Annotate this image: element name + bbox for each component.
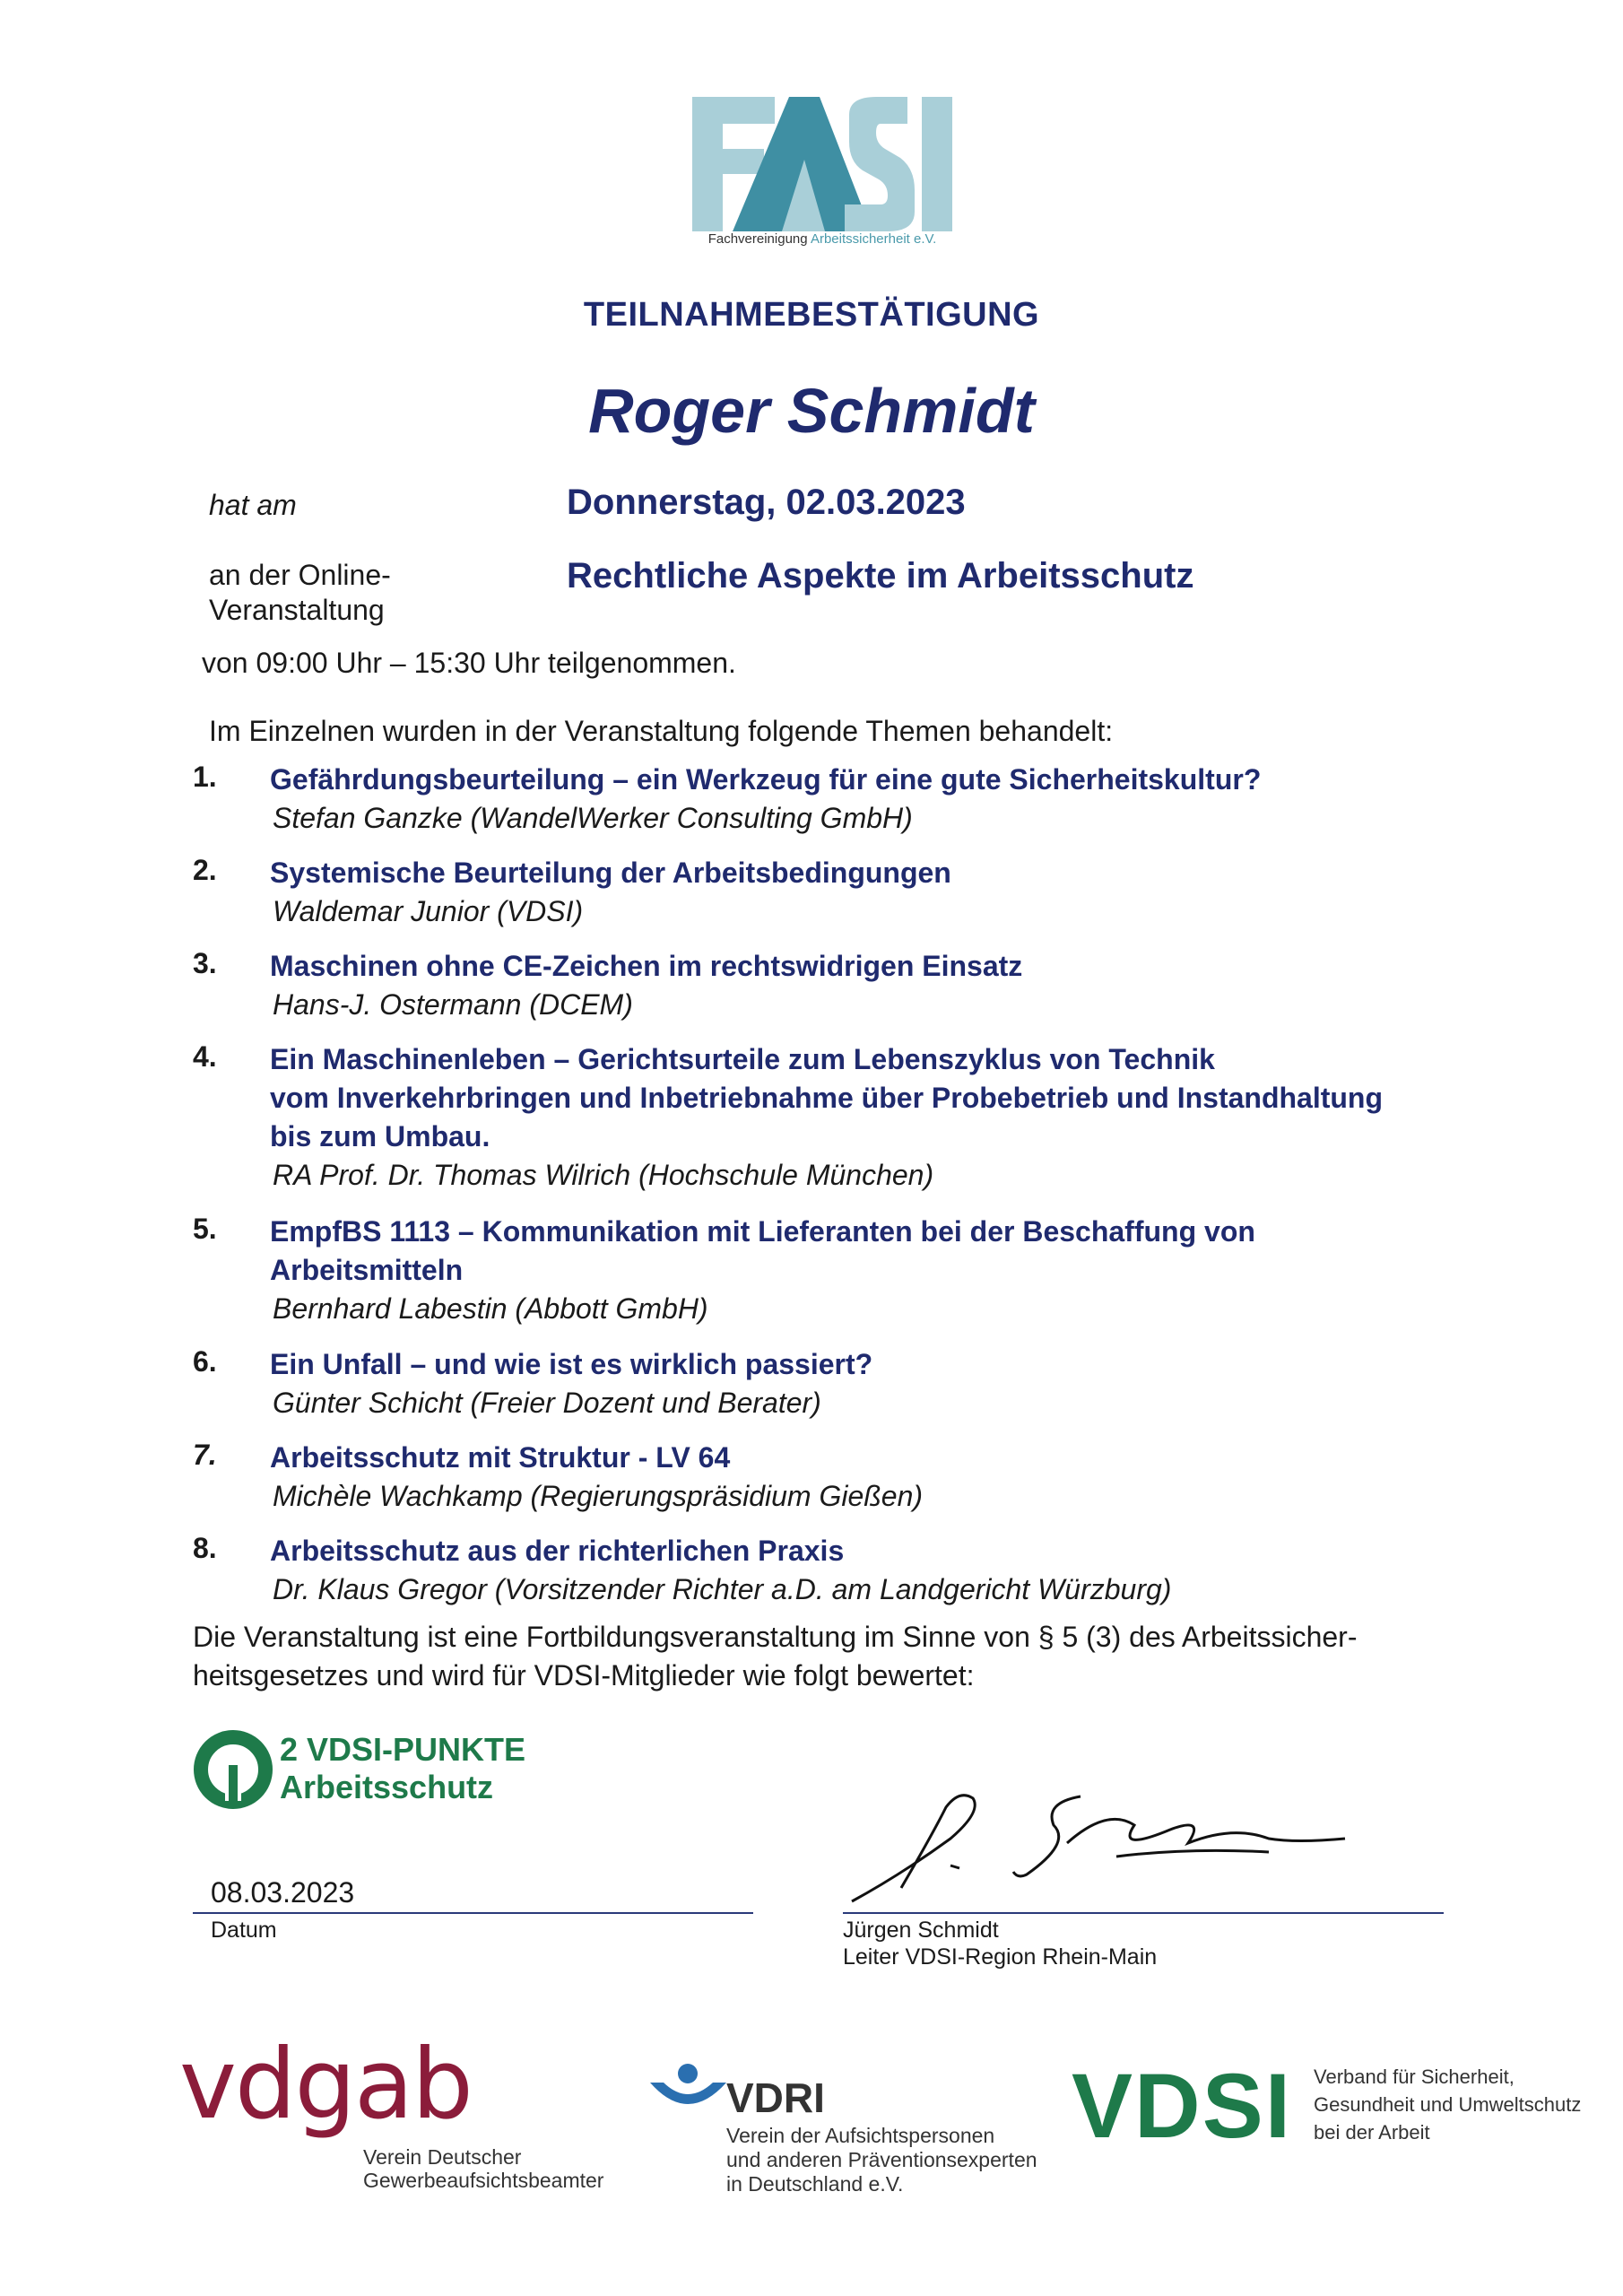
- recipient-name: Roger Schmidt: [588, 376, 1035, 446]
- points-category: Arbeitsschutz: [280, 1769, 494, 1805]
- vdgab-subtitle: Gewerbeaufsichtsbeamter: [363, 2169, 604, 2192]
- signer-name: Jürgen Schmidt: [843, 1918, 999, 1943]
- vdgab-subtitle: Verein Deutscher: [363, 2145, 522, 2169]
- topic-number: 8.: [193, 1532, 217, 1564]
- topic-speaker: Stefan Ganzke (WandelWerker Consulting GmbH): [273, 802, 913, 834]
- topic-number: 3.: [193, 947, 217, 979]
- signature-mark: [847, 1789, 1385, 1906]
- points-value: 2 VDSI-PUNKTE: [280, 1731, 526, 1768]
- topic-title: vom Inverkehrbringen und Inbetriebnahme über Probebetrieb und Instandhaltung: [270, 1082, 1384, 1114]
- topic-title: Arbeitsschutz mit Struktur - LV 64: [270, 1441, 731, 1474]
- topic-speaker: Dr. Klaus Gregor (Vorsitzender Richter a.D. am Landgericht Würzburg): [273, 1573, 1172, 1605]
- document-title: TEILNAHMEBESTÄTIGUNG: [583, 296, 1040, 334]
- topic-speaker: Waldemar Junior (VDSI): [273, 895, 584, 927]
- topic-title: bis zum Umbau.: [270, 1120, 490, 1152]
- event-label: an der Online- Veranstaltung: [209, 559, 391, 626]
- vdri-logo-icon: [650, 2063, 726, 2117]
- topic-item: [193, 1532, 1466, 1609]
- topic-item: [193, 1439, 1466, 1516]
- date-label: hat am: [209, 489, 297, 521]
- date-line: [193, 1912, 753, 1914]
- event-title: Rechtliche Aspekte im Arbeitsschutz: [567, 556, 1194, 596]
- topic-item: [193, 1040, 1466, 1195]
- topic-title: Gefährdungsbeurteilung – ein Werkzeug für eine gute Sicherheitskultur?: [270, 763, 1262, 796]
- topic-speaker: Hans-J. Ostermann (DCEM): [273, 988, 633, 1021]
- topic-speaker: Günter Schicht (Freier Dozent und Berater): [273, 1387, 821, 1419]
- topic-item: [193, 761, 1466, 838]
- vdri-subtitle: Verein der Aufsichtspersonen und anderen Präventionsexperten in Deutschland e.V.: [726, 2124, 1037, 2196]
- topic-speaker: RA Prof. Dr. Thomas Wilrich (Hochschule München): [273, 1159, 934, 1191]
- topic-speaker: Bernhard Labestin (Abbott GmbH): [273, 1292, 708, 1325]
- topic-speaker: Michèle Wachkamp (Regierungspräsidium Gießen): [273, 1480, 924, 1512]
- signer-role: Leiter VDSI-Region Rhein-Main: [843, 1944, 1158, 1970]
- signature-line: [843, 1912, 1444, 1914]
- topic-title: Arbeitsmitteln: [270, 1254, 464, 1286]
- topic-number: 6.: [193, 1345, 217, 1378]
- topic-title: Ein Maschinenleben – Gerichtsurteile zum Lebenszyklus von Technik: [270, 1043, 1215, 1075]
- issue-date: 08.03.2023: [211, 1876, 355, 1909]
- topic-item: [193, 854, 1466, 931]
- topic-item: [193, 1213, 1466, 1328]
- topic-title: EmpfBS 1113 – Kommunikation mit Lieferanten bei der Beschaffung von: [270, 1215, 1255, 1248]
- topic-title: Maschinen ohne CE-Zeichen im rechtswidrigen Einsatz: [270, 950, 1023, 982]
- topic-number: 4.: [193, 1040, 217, 1073]
- event-date: Donnerstag, 02.03.2023: [567, 483, 966, 522]
- topic-item: [193, 1345, 1466, 1422]
- topic-item: [193, 947, 1466, 1024]
- topic-title: Systemische Beurteilung der Arbeitsbedingungen: [270, 857, 951, 889]
- vdsi-logo: VDSI: [1072, 2055, 1293, 2157]
- time-text: von 09:00 Uhr – 15:30 Uhr teilgenommen.: [202, 647, 736, 679]
- topic-number: 1.: [193, 761, 217, 793]
- fasi-subtitle: Fachvereinigung Arbeitssicherheit e.V.: [707, 231, 937, 247]
- topic-title: Ein Unfall – und wie ist es wirklich passiert?: [270, 1348, 873, 1380]
- vdsi-points-icon: [193, 1729, 273, 1810]
- vdsi-subtitle: Verband für Sicherheit, Gesundheit und Umweltschutz bei der Arbeit: [1314, 2066, 1582, 2144]
- footer-text: Die Veranstaltung ist eine Fortbildungsveranstaltung im Sinne von § 5 (3) des Arbeitssicher- heitsgesetzes und wird für VDSI-Mitglieder wie folgt bewertet:: [193, 1621, 1358, 1692]
- topic-number: 7.: [193, 1439, 217, 1471]
- topic-number: 5.: [193, 1213, 217, 1245]
- vdgab-logo: vdgab: [179, 2029, 472, 2141]
- topic-number: 2.: [193, 854, 217, 886]
- topic-title: Arbeitsschutz aus der richterlichen Praxis: [270, 1535, 845, 1567]
- topics-intro: Im Einzelnen wurden in der Veranstaltung folgende Themen behandelt:: [209, 715, 1114, 747]
- vdri-logo: VDRI: [726, 2074, 825, 2121]
- issue-date-label: Datum: [211, 1918, 277, 1943]
